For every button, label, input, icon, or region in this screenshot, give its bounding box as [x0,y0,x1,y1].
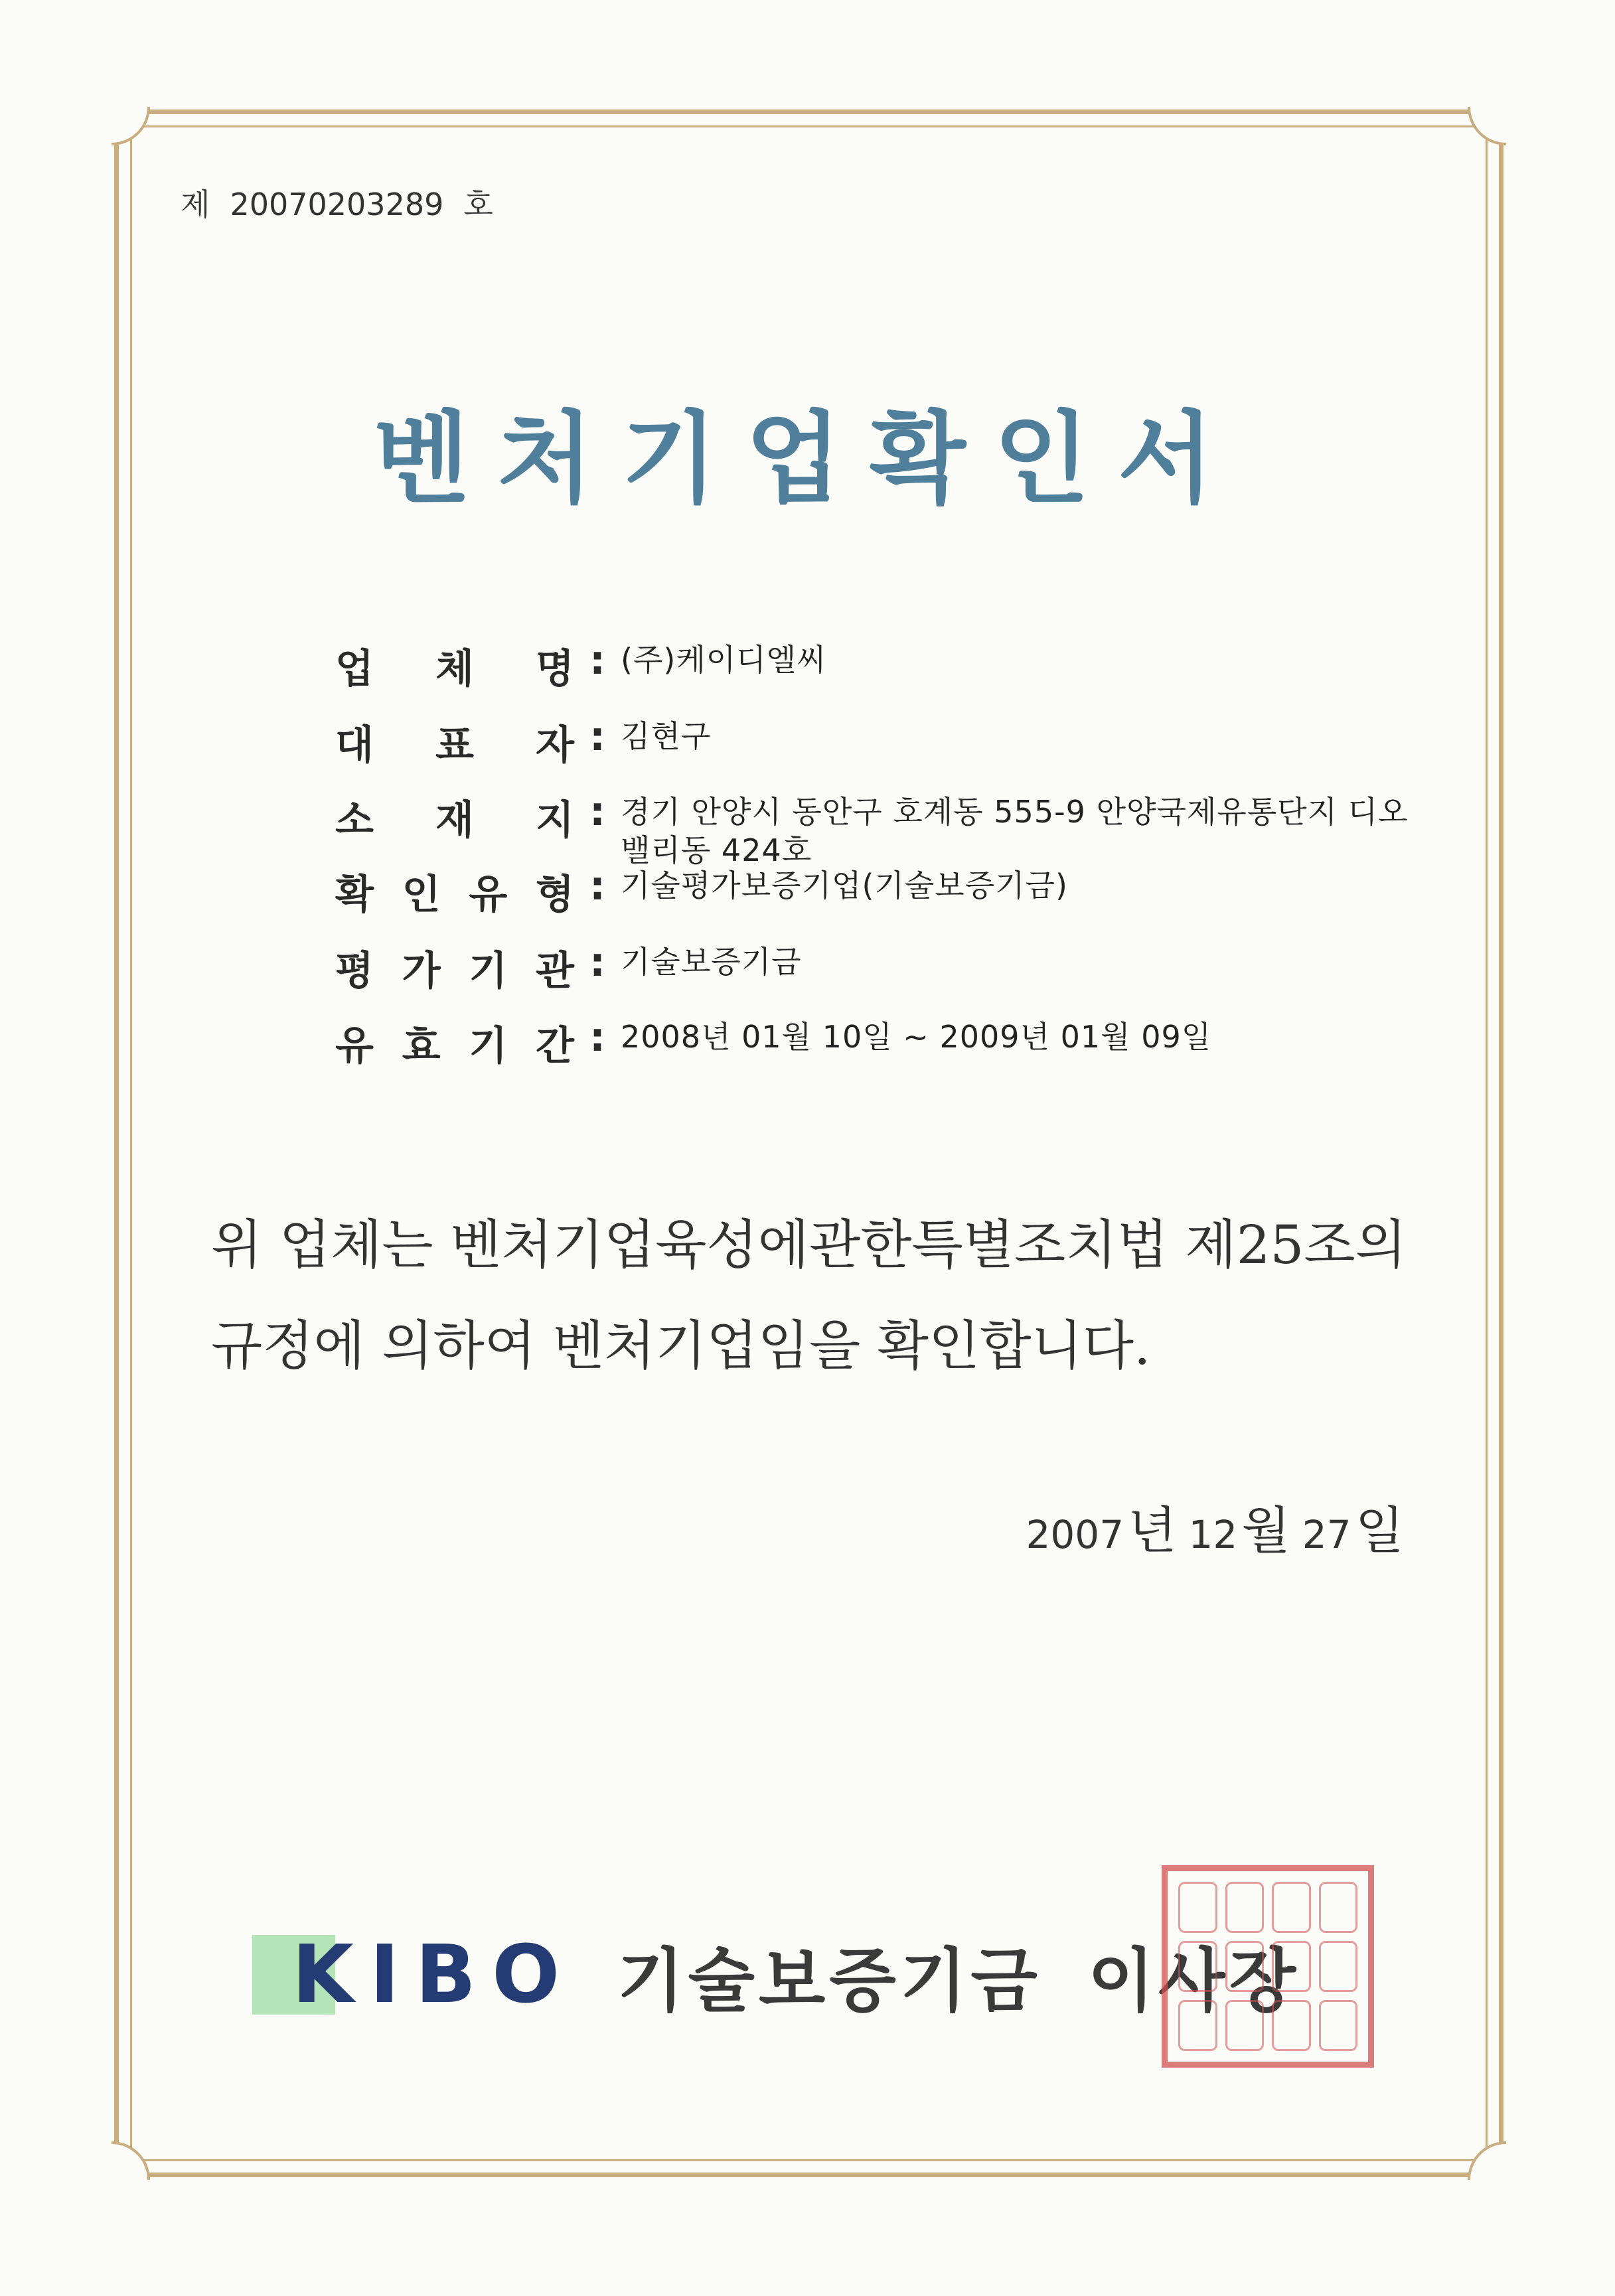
seal-glyph [1225,2000,1265,2051]
issuer-name: 기술보증기금 [617,1940,1041,2021]
field-confirmation-type-label [335,863,574,920]
field-evaluator-value: 기술보증기금 [621,944,802,980]
field-address-value: 경기 안양시 동안구 호계동 555-9 안양국제유통단지 디오밸리동 424호 [621,794,1409,868]
label-char: 형 [536,872,574,918]
field-colon: : [589,637,605,684]
field-colon: : [589,863,605,909]
certificate-statement [211,1195,1439,1397]
label-char: 평 [335,948,374,994]
certificate-serial [181,181,493,224]
serial-number: 20070203289 [230,187,444,222]
seal-glyph [1178,2000,1217,2051]
seal-glyph [1225,1882,1265,1933]
field-validity-label [335,1014,574,1071]
issue-day-unit: 일 [1355,1501,1404,1560]
issuer-block [252,1925,1300,2025]
kibo-logo [252,1928,597,2021]
label-char: 관 [536,948,574,994]
label-char: 대 [335,722,374,769]
label-char: 소 [335,797,374,844]
label-char: 기 [469,1023,508,1069]
issue-year: 2007 [1026,1512,1124,1557]
logo-text: KIBO [292,1928,576,2021]
statement-line-2: 규정에 의하여 벤처기업임을 확인합니다. [211,1315,1151,1377]
label-char: 표 [435,722,474,769]
field-representative-value: 김현구 [621,718,712,754]
certificate-title: 벤처기업확인서 [373,400,1242,517]
issuer-title: 이사장 [1087,1940,1300,2021]
field-colon: : [589,789,605,835]
label-char: 지 [536,797,574,844]
field-colon: : [589,714,605,760]
issue-day: 27 [1302,1512,1351,1557]
issue-year-unit: 년 [1128,1501,1177,1560]
seal-glyph [1272,1941,1311,1992]
issue-month: 12 [1188,1512,1238,1557]
label-char: 재 [435,797,474,844]
label-char: 자 [536,722,574,769]
field-confirmation-type-value: 기술평가보증기업(기술보증기금) [621,868,1068,903]
label-char: 명 [536,646,574,692]
seal-glyph [1319,1882,1358,1933]
serial-prefix: 제 [181,187,210,222]
label-char: 간 [536,1023,574,1069]
field-address [335,789,1437,870]
statement-line-1: 위 업체는 벤처기업육성에관한특별조치법 제25조의 [211,1214,1407,1276]
seal-glyph [1225,1941,1265,1992]
label-char: 유 [469,872,508,918]
official-seal-stamp [1162,1865,1374,2068]
seal-glyph [1178,1882,1217,1933]
field-colon: : [589,1014,605,1061]
serial-suffix: 호 [463,187,493,222]
issue-month-unit: 월 [1241,1501,1290,1560]
label-char: 인 [402,872,441,918]
label-char: 유 [335,1023,374,1069]
seal-glyph [1272,2000,1311,2051]
field-representative-label [335,714,574,771]
seal-glyph [1178,1941,1217,1992]
field-representative [335,714,711,771]
field-validity-value: 2008년 01월 10일 ~ 2009년 01월 09일 [621,1019,1212,1055]
field-company-label [335,637,574,694]
field-company-value: (주)케이디엘씨 [621,642,827,678]
field-company [335,637,827,694]
field-validity [335,1014,1211,1071]
field-evaluator-label [335,939,574,996]
seal-glyph [1272,1882,1311,1933]
label-char: 업 [335,646,374,692]
label-char: 체 [435,646,474,692]
label-char: 기 [469,948,508,994]
label-char: 효 [402,1023,441,1069]
seal-glyph [1319,1941,1358,1992]
field-evaluator [335,939,802,996]
field-colon: : [589,939,605,986]
seal-glyph [1319,2000,1358,2051]
label-char: 확 [335,872,374,918]
field-confirmation-type [335,863,1068,920]
field-address-label [335,789,574,846]
label-char: 가 [402,948,441,994]
issue-date [1026,1490,1405,1563]
